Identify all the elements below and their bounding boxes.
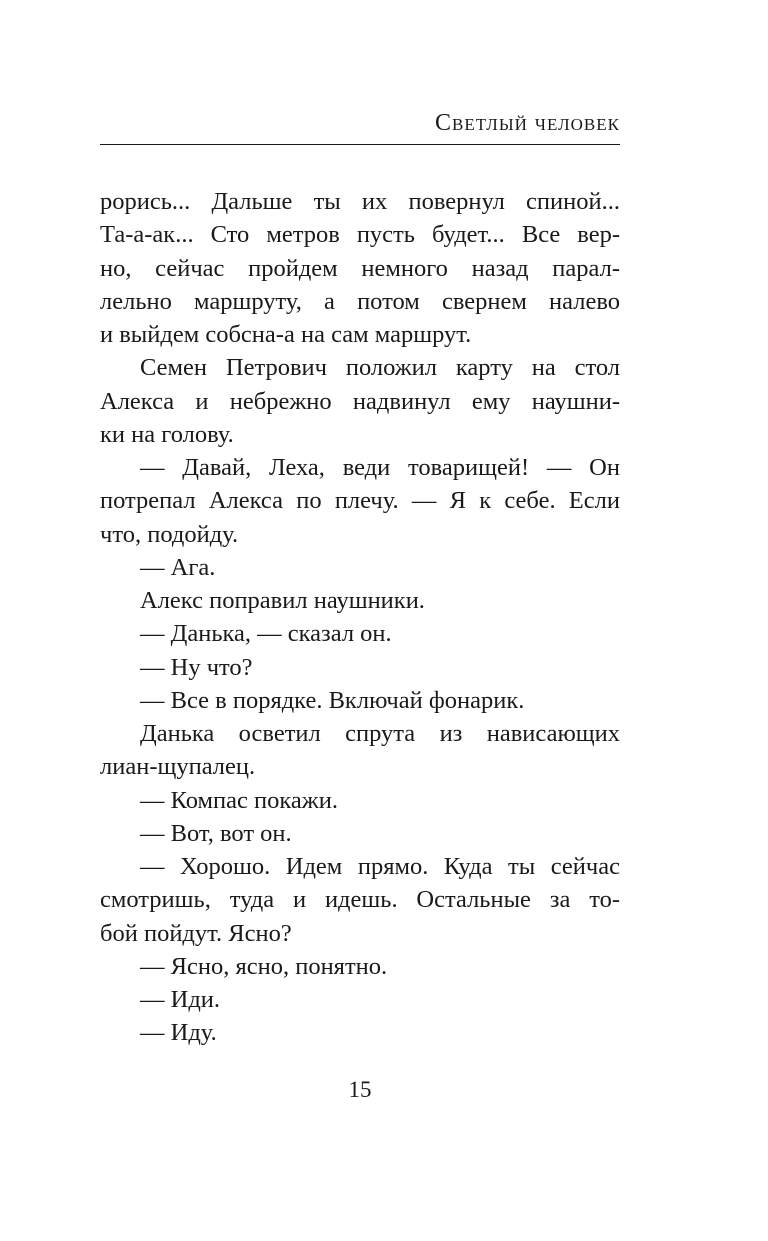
running-title: Светлый человек <box>435 110 620 136</box>
body-text <box>100 185 620 1050</box>
text-line: Семен Петрович положил карту на стол <box>140 354 620 382</box>
text-line: Алекс поправил наушники. <box>140 587 425 614</box>
text-line: смотришь, туда и идешь. Остальные за то- <box>100 886 620 914</box>
text-line: Та-а-ак... Сто метров пусть будет... Все вер- <box>100 221 620 249</box>
text-line: и выйдем собсна-а на сам маршрут. <box>100 321 472 348</box>
text-line: — Ага. <box>140 553 216 581</box>
text-line: — Ну что? <box>140 653 253 681</box>
text-line: но, сейчас пройдем немного назад парал- <box>100 254 620 282</box>
text-line: — Данька, — сказал он. <box>140 620 392 648</box>
page-number: 15 <box>348 1077 372 1102</box>
text-line: потрепал Алекса по плечу. — Я к себе. Если <box>100 487 620 515</box>
text-line: лельно маршруту, а потом свернем налево <box>100 287 620 315</box>
text-line: — Иду. <box>140 1019 217 1047</box>
text-line: — Ясно, ясно, понятно. <box>140 952 388 980</box>
text-line: лиан-щупалец. <box>100 753 256 781</box>
text-line: бой пойдут. Ясно? <box>100 919 292 947</box>
text-line: что, подойду. <box>100 520 239 548</box>
text-line: — Хорошо. Идем прямо. Куда ты сейчас <box>140 853 620 880</box>
text-line: рорись... Дальше ты их повернул спиной... <box>100 188 620 215</box>
text-line: — Компас покажи. <box>140 786 338 814</box>
text-line: — Иди. <box>140 986 221 1013</box>
text-line: — Все в порядке. Включай фонарик. <box>140 686 525 714</box>
text-line: — Давай, Леха, веди товарищей! — Он <box>140 454 620 481</box>
text-line: Алекса и небрежно надвинул ему наушни- <box>100 387 620 415</box>
text-line: Данька осветил спрута из нависающих <box>140 720 620 747</box>
running-header <box>100 108 620 145</box>
text-line: ки на голову. <box>100 420 234 448</box>
text-line: — Вот, вот он. <box>140 819 292 847</box>
